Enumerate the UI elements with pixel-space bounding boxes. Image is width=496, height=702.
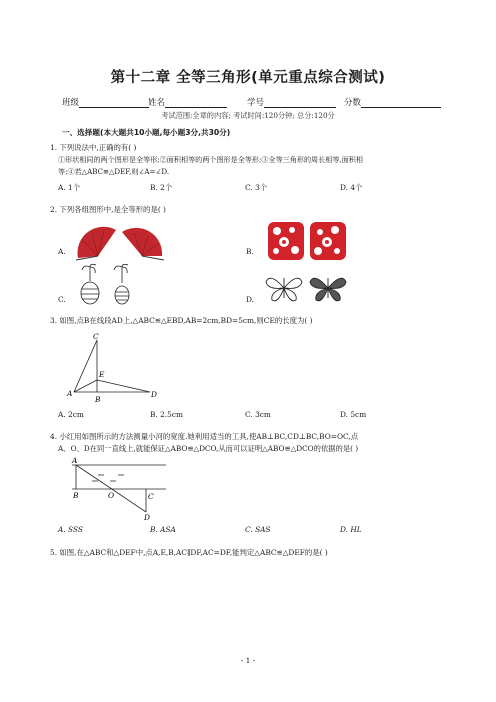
point-b-label: B [73, 491, 79, 500]
q2-stem: 2. 下列各组图形中,是全等形的是( ) [50, 205, 166, 214]
score-field[interactable] [361, 98, 441, 108]
class-field[interactable] [79, 98, 149, 108]
q3-option-b[interactable]: B. 2.5cm [150, 410, 184, 419]
butterfly-left [266, 278, 302, 301]
vase-right [114, 264, 129, 304]
q2-label-b: B. [246, 247, 254, 256]
point-o-label: O [108, 491, 115, 500]
segment-ad [76, 465, 146, 512]
butterflies-image [262, 270, 352, 306]
id-label: 学号 [247, 98, 265, 108]
q2-label-c: C. [58, 295, 66, 304]
info-score [344, 96, 441, 108]
q1-option-a[interactable]: A. 1个 [58, 183, 81, 192]
q4-option-a[interactable]: A. SSS [58, 525, 83, 534]
butterfly-right [310, 278, 346, 301]
q1-option-b[interactable]: B. 2个 [150, 183, 173, 192]
point-b-label: B [95, 395, 101, 404]
q4-line2: A、O、D在同一直线上,就能保证△ABO≌△DCO,从而可以证明△ABO≌△DCO的依据的是( ) [58, 444, 359, 453]
point-a-label: A [72, 456, 78, 465]
q1-stem: 1. 下列说法中,正确的有( ) [50, 143, 137, 152]
q4-option-b[interactable]: B. ASA [150, 525, 176, 534]
name-field[interactable] [165, 98, 227, 108]
q1-option-d[interactable]: D. 4个 [340, 183, 363, 192]
exam-meta: 考试范围:全章的内容; 考试时间:120分钟; 总分:120分 [161, 111, 335, 120]
point-d-label: D [151, 390, 157, 399]
q1-line2: 等;④若△ABC≌△DEF,则∠A=∠D. [58, 167, 170, 176]
q1-line1: ①形状相同的两个图形是全等形;②面积相等的两个图形是全等形;③全等三角形的周长相等,面积相 [58, 155, 363, 164]
info-id [247, 96, 336, 108]
q4-line1: 4. 小红用如图所示的方法测量小河的宽度.她利用适当的工具,使AB⊥BC,CD⊥BC,BO=OC,点 [50, 432, 359, 441]
class-label: 班级 [62, 98, 80, 108]
q4-option-d[interactable]: D. HL [340, 525, 362, 534]
paper-cuts-image [264, 218, 350, 264]
q2-label-d: D. [246, 295, 255, 304]
q2-label-a: A. [58, 247, 66, 256]
section-heading: 一、选择题(本大题共10小题,每小题3分,共30分) [62, 128, 231, 137]
vase-left [81, 264, 99, 304]
fan-right [122, 228, 164, 260]
page-number: - 1 - [240, 656, 256, 665]
point-d-label: D [144, 513, 150, 522]
q4-option-c[interactable]: C. SAS [245, 525, 271, 534]
point-a-label: A [67, 389, 73, 398]
water-marks [92, 475, 124, 481]
segment-ed [97, 380, 150, 392]
score-label: 分数 [344, 98, 362, 108]
paper-cut-left [268, 222, 304, 260]
document-title: 第十二章 全等三角形(单元重点综合测试) [110, 70, 386, 86]
q3-option-d[interactable]: D. 5cm [340, 410, 367, 419]
q1-option-c[interactable]: C. 3个 [245, 183, 268, 192]
vases-image [78, 263, 142, 307]
info-class [62, 96, 149, 108]
fan-left [76, 227, 116, 260]
point-c-label: C [148, 492, 154, 501]
segment-ac [74, 340, 97, 392]
paper-cut-right [310, 222, 346, 260]
fans-image [72, 222, 167, 262]
id-field[interactable] [264, 98, 336, 108]
point-c-label: C [93, 332, 99, 341]
point-e-label: E [99, 370, 105, 379]
q3-option-c[interactable]: C. 3cm [245, 410, 271, 419]
q4-figure [62, 456, 172, 522]
name-label: 姓名 [148, 98, 166, 108]
q3-option-a[interactable]: A. 2cm [58, 410, 84, 419]
q3-figure [64, 330, 164, 404]
segment-ae [74, 380, 97, 392]
q3-stem: 3. 如图,点B在线段AD上,△ABC≌△EBD,AB=2cm,BD=5cm,则CE的长度为( ) [50, 316, 313, 325]
q5-stem: 5. 如图,在△ABC和△DEF中,点A,E,B,AC∥DF,AC=DF,能判定△ABC≌△DEF的是( ) [50, 548, 328, 557]
info-name [148, 96, 227, 108]
